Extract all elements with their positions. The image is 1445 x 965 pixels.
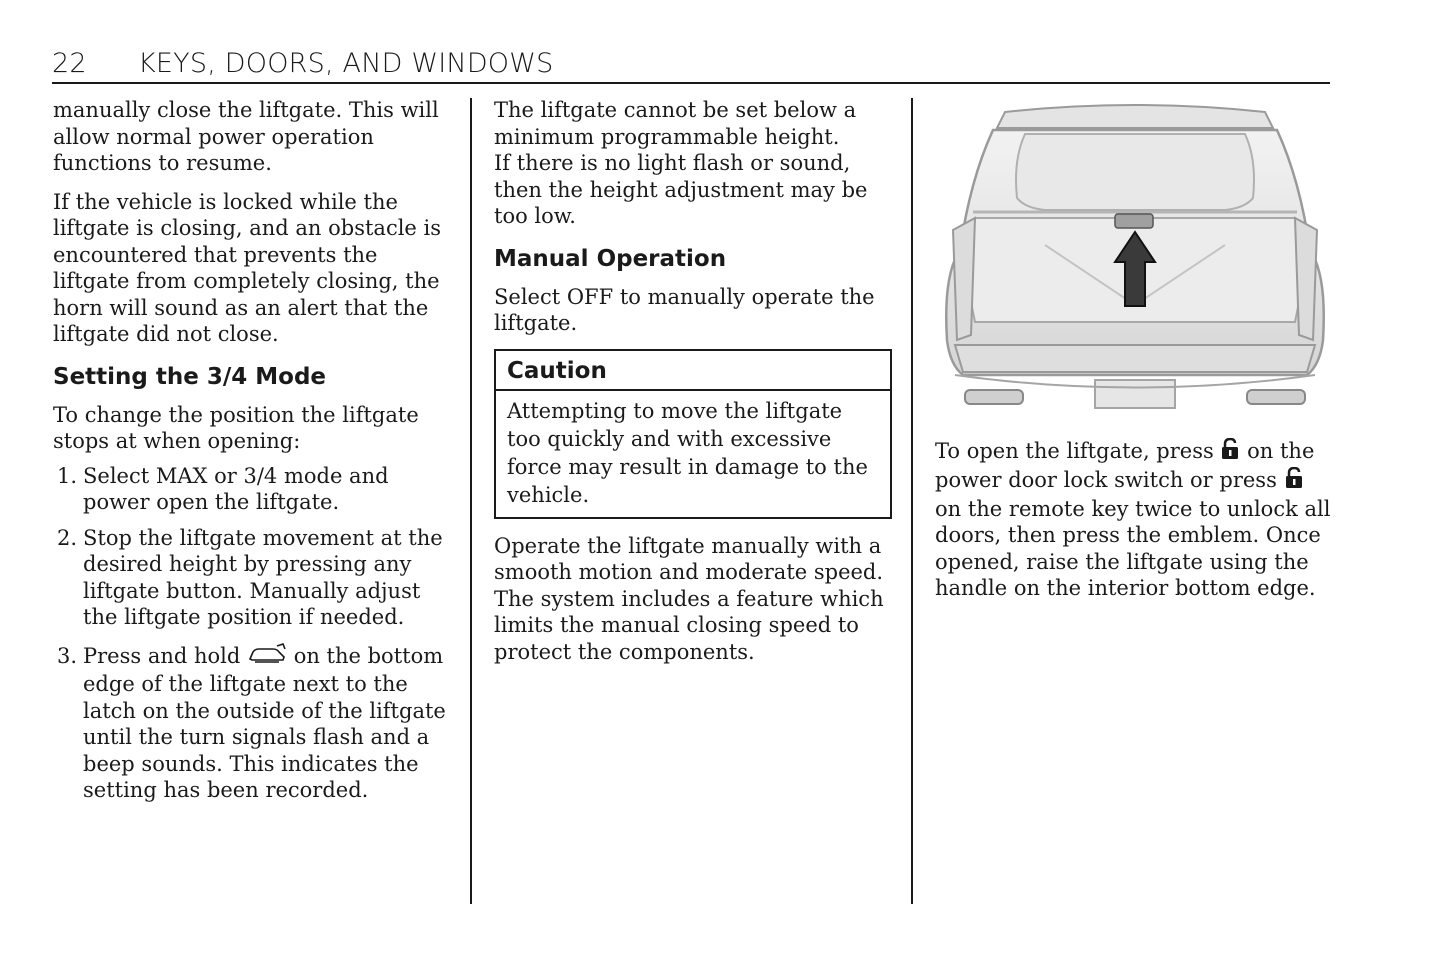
paragraph-text: To open the liftgate, press xyxy=(935,439,1214,463)
section-title: KEYS, DOORS, AND WINDOWS xyxy=(138,48,554,79)
paragraph xyxy=(935,438,1335,602)
paragraph: To change the position the liftgate stops at when opening: xyxy=(53,402,419,453)
paragraph: If the vehicle is locked while the liftgate is closing, and an obstacle is encountered that prevents the liftgate from completely closing, the horn will sound as an alert that the liftgate did not close. xyxy=(53,189,442,346)
column-divider xyxy=(911,98,913,904)
step-text: Select MAX or 3/4 mode and power open the liftgate. xyxy=(83,463,389,514)
paragraph-text: on the power door lock switch or press xyxy=(935,439,1315,492)
list-item xyxy=(53,643,455,804)
caution-title: Caution xyxy=(496,351,890,391)
caution-box xyxy=(494,349,892,519)
column-divider xyxy=(470,98,472,904)
step-text: Press and hold xyxy=(83,643,241,668)
column-1 xyxy=(53,97,455,813)
list-item xyxy=(53,525,455,631)
paragraph: Select OFF to manually operate the liftgate. xyxy=(494,284,875,335)
step-text: Stop the liftgate movement at the desired height by pressing any liftgate button. Manually adjust the liftgate position if needed. xyxy=(83,525,443,629)
paragraph: Operate the liftgate manually with a smooth motion and moderate speed. The system includes a feature which limits the manual closing speed to protect the components. xyxy=(494,533,884,664)
unlock-icon xyxy=(1220,438,1240,467)
steps-list xyxy=(53,463,455,804)
list-item xyxy=(53,463,455,516)
page-number: 22 xyxy=(52,48,87,79)
step-number: 1. xyxy=(57,463,78,488)
step-number: 2. xyxy=(57,525,78,550)
column-2 xyxy=(494,97,892,665)
step-number: 3. xyxy=(57,643,78,668)
step-text: on the bottom edge of the liftgate next to the latch on the outside of the liftgate until the turn signals flash and a beep sounds. This indicates the setting has been recorded. xyxy=(83,643,446,803)
column-3 xyxy=(935,438,1335,602)
paragraph: If there is no light flash or sound, then the height adjustment may be too low. xyxy=(494,151,868,228)
vehicle-rear-liftgate-illustration xyxy=(935,100,1335,418)
unlock-icon xyxy=(1284,467,1304,496)
paragraph: The liftgate cannot be set below a minimum programmable height. xyxy=(494,98,857,149)
caution-body: Attempting to move the liftgate too quickly and with excessive force may result in damage to the vehicle. xyxy=(507,398,868,507)
paragraph-text: on the remote key twice to unlock all doors, then press the emblem. Once opened, raise the liftgate using the handle on the interior bottom edge. xyxy=(935,496,1331,600)
liftgate-icon xyxy=(247,643,287,672)
paragraph: manually close the liftgate. This will allow normal power operation functions to resume. xyxy=(53,98,439,175)
section-heading: Manual Operation xyxy=(494,245,727,272)
page-header xyxy=(52,46,1330,84)
section-heading: Setting the 3/4 Mode xyxy=(53,363,327,390)
